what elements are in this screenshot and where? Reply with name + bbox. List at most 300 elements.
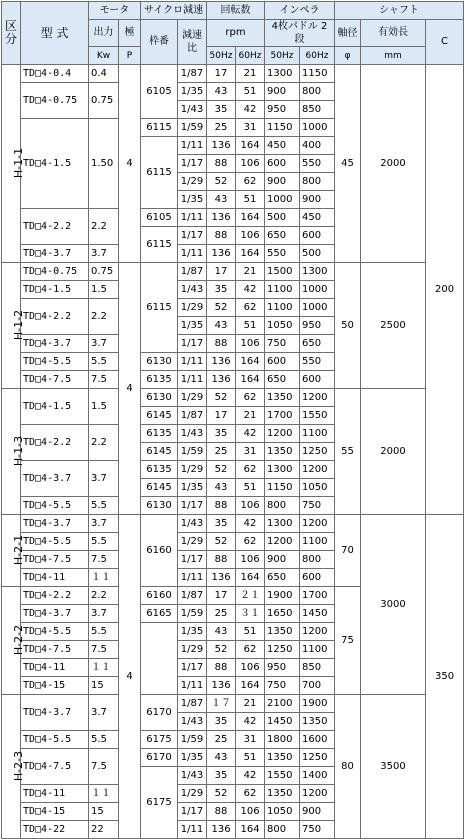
header-hz60-rpm: 60Hz — [236, 47, 265, 65]
cell-rpm-50hz: 52 — [207, 389, 236, 407]
cell-shaft-diameter: 55 — [335, 389, 361, 515]
cell-shaft-diameter: 75 — [335, 587, 361, 695]
cell-output-kw: 15 — [89, 677, 119, 695]
cell-output-kw: 3.7 — [89, 245, 119, 263]
cell-rpm-60hz: 51 — [236, 623, 265, 641]
cell-rpm-50hz: 25 — [207, 443, 236, 461]
cell-rpm-50hz: 136 — [207, 677, 236, 695]
cell-ratio: 1/29 — [178, 533, 207, 551]
cell-rpm-50hz: 43 — [207, 749, 236, 767]
cell-ratio: 1/35 — [178, 623, 207, 641]
cell-shaft-diameter: 50 — [335, 263, 361, 389]
cell-frame: 6135 — [141, 371, 178, 389]
cell-rpm-50hz: 35 — [207, 767, 236, 785]
cell-output-kw: 2.2 — [89, 209, 119, 245]
cell-impeller-60hz: 1000 — [300, 119, 335, 137]
cell-rpm-60hz: 31 — [236, 443, 265, 461]
cell-c-value: 200 — [426, 65, 464, 515]
cell-output-kw: 5.5 — [89, 731, 119, 749]
cell-rpm-50hz: 88 — [207, 497, 236, 515]
header-output: 出力 — [89, 20, 119, 47]
cell-impeller-60hz: 1200 — [300, 785, 335, 803]
cell-ratio: 1/59 — [178, 119, 207, 137]
cell-frame: 6130 — [141, 389, 178, 407]
header-hz60-imp: 60Hz — [300, 47, 335, 65]
cell-effective-length: 2000 — [361, 65, 426, 263]
cell-frame — [141, 623, 178, 695]
cell-shaft-diameter: 80 — [335, 695, 361, 839]
cell-rpm-50hz: 43 — [207, 83, 236, 101]
cell-impeller-50hz: 1300 — [265, 515, 300, 533]
table-row — [2, 515, 464, 533]
table-row — [2, 389, 464, 407]
cell-frame: 6170 — [141, 695, 178, 731]
cell-model: TD□4-3.7 — [21, 515, 89, 533]
header-effective-length: 有効長 — [361, 20, 426, 47]
cell-rpm-60hz: 42 — [236, 767, 265, 785]
cell-ratio: 1/87 — [178, 695, 207, 713]
cell-ratio: 1/29 — [178, 785, 207, 803]
cell-output-kw: 5.5 — [89, 497, 119, 515]
table-row — [2, 695, 464, 713]
cell-ratio: 1/35 — [178, 479, 207, 497]
cell-impeller-50hz: 600 — [265, 155, 300, 173]
cell-c-value: 350 — [426, 515, 464, 839]
cell-model: TD□4-5.5 — [21, 731, 89, 749]
cell-impeller-50hz: 1000 — [265, 191, 300, 209]
cell-output-kw: 3.7 — [89, 461, 119, 497]
cell-model: TD□4-15 — [21, 677, 89, 695]
group-label-text: H-2-3 — [12, 750, 26, 782]
cell-model: TD□4-1.5 — [21, 281, 89, 299]
cell-rpm-60hz: 62 — [236, 389, 265, 407]
cell-ratio: 1/43 — [178, 515, 207, 533]
cell-rpm-50hz: １７ — [207, 695, 236, 713]
cell-pole: 4 — [119, 515, 141, 839]
cell-output-kw: 5.5 — [89, 533, 119, 551]
cell-impeller-50hz: 1100 — [265, 299, 300, 317]
group-label — [2, 515, 26, 587]
cell-rpm-60hz: 62 — [236, 299, 265, 317]
cell-rpm-60hz: 42 — [236, 281, 265, 299]
cell-impeller-60hz: 1300 — [300, 263, 335, 281]
cell-frame: 6170 — [141, 749, 178, 767]
cell-rpm-50hz: 88 — [207, 659, 236, 677]
cell-rpm-60hz: 106 — [236, 551, 265, 569]
cell-impeller-50hz: 550 — [265, 245, 300, 263]
cell-impeller-50hz: 800 — [265, 497, 300, 515]
cell-frame: 6145 — [141, 443, 178, 461]
cell-rpm-60hz: 21 — [236, 407, 265, 425]
cell-model: TD□4-2.2 — [21, 209, 89, 245]
header-kubun: 区分 — [2, 2, 21, 65]
cell-impeller-50hz: 2100 — [265, 695, 300, 713]
cell-ratio: 1/11 — [178, 245, 207, 263]
cell-impeller-60hz: 1900 — [300, 695, 335, 713]
cell-impeller-50hz: 750 — [265, 335, 300, 353]
cell-output-kw: 0.75 — [89, 263, 119, 281]
cell-rpm-50hz: 88 — [207, 551, 236, 569]
cell-rpm-60hz: 21 — [236, 263, 265, 281]
cell-ratio: 1/29 — [178, 641, 207, 659]
cell-model: TD□4-7.5 — [21, 551, 89, 569]
cell-ratio: 1/43 — [178, 281, 207, 299]
cell-impeller-50hz: 650 — [265, 569, 300, 587]
cell-impeller-60hz: 1200 — [300, 623, 335, 641]
cell-ratio: 1/87 — [178, 407, 207, 425]
spec-table — [1, 1, 464, 839]
cell-frame: 6115 — [141, 119, 178, 137]
cell-ratio: 1/35 — [178, 191, 207, 209]
cell-impeller-50hz: 1350 — [265, 443, 300, 461]
cell-rpm-50hz: 52 — [207, 299, 236, 317]
cell-rpm-50hz: 43 — [207, 479, 236, 497]
cell-rpm-50hz: 17 — [207, 263, 236, 281]
header-impeller: インペラ — [265, 2, 335, 20]
header-hz50-imp: 50Hz — [265, 47, 300, 65]
cell-ratio: 1/35 — [178, 749, 207, 767]
cell-impeller-50hz: 1050 — [265, 317, 300, 335]
cell-output-kw: 7.5 — [89, 551, 119, 569]
cell-impeller-60hz: 1000 — [300, 299, 335, 317]
cell-ratio: 1/17 — [178, 497, 207, 515]
cell-output-kw: １１ — [89, 569, 119, 587]
group-label — [2, 587, 26, 695]
cell-model: TD□4-22 — [21, 821, 89, 839]
cell-rpm-50hz: 52 — [207, 785, 236, 803]
cell-impeller-60hz: 400 — [300, 137, 335, 155]
cell-model: TD□4-0.75 — [21, 263, 89, 281]
cell-ratio: 1/43 — [178, 713, 207, 731]
cell-frame: 6105 — [141, 65, 178, 119]
cell-model: TD□4-15 — [21, 803, 89, 821]
cell-frame: 6115 — [141, 263, 178, 353]
cell-impeller-50hz: 1900 — [265, 587, 300, 605]
cell-rpm-60hz: 106 — [236, 659, 265, 677]
cell-ratio: 1/29 — [178, 299, 207, 317]
cell-rpm-50hz: 136 — [207, 569, 236, 587]
cell-impeller-60hz: 800 — [300, 83, 335, 101]
cell-impeller-60hz: 1100 — [300, 425, 335, 443]
cell-impeller-60hz: 1050 — [300, 479, 335, 497]
cell-ratio: 1/17 — [178, 227, 207, 245]
cell-impeller-50hz: 750 — [265, 677, 300, 695]
cell-output-kw: 22 — [89, 821, 119, 839]
cell-ratio: 1/59 — [178, 731, 207, 749]
header-cyclo: サイクロ減速 — [141, 2, 207, 20]
cell-impeller-60hz: 500 — [300, 245, 335, 263]
cell-impeller-60hz: 550 — [300, 353, 335, 371]
cell-model: TD□4-7.5 — [21, 641, 89, 659]
cell-impeller-60hz: 800 — [300, 173, 335, 191]
cell-impeller-50hz: 1250 — [265, 641, 300, 659]
cell-effective-length: 2500 — [361, 263, 426, 389]
cell-ratio: 1/17 — [178, 551, 207, 569]
header-hz50-rpm: 50Hz — [207, 47, 236, 65]
spec-table-container — [1, 1, 464, 839]
cell-rpm-50hz: 52 — [207, 461, 236, 479]
cell-frame: 6135 — [141, 425, 178, 443]
cell-rpm-60hz: 164 — [236, 209, 265, 227]
cell-rpm-60hz: 106 — [236, 335, 265, 353]
group-label-text: H-2-2 — [12, 624, 26, 656]
cell-rpm-50hz: 88 — [207, 335, 236, 353]
cell-output-kw: 3.7 — [89, 695, 119, 731]
cell-rpm-60hz: 62 — [236, 173, 265, 191]
cell-rpm-60hz: 51 — [236, 749, 265, 767]
cell-ratio: 1/11 — [178, 821, 207, 839]
cell-impeller-50hz: 1350 — [265, 623, 300, 641]
cell-impeller-60hz: 1100 — [300, 641, 335, 659]
cell-impeller-50hz: 1100 — [265, 281, 300, 299]
cell-impeller-60hz: 900 — [300, 803, 335, 821]
cell-output-kw: 7.5 — [89, 641, 119, 659]
cell-rpm-60hz: 106 — [236, 227, 265, 245]
cell-frame: 6130 — [141, 497, 178, 515]
cell-ratio: 1/11 — [178, 677, 207, 695]
cell-rpm-50hz: 88 — [207, 227, 236, 245]
cell-impeller-60hz: 850 — [300, 659, 335, 677]
cell-impeller-50hz: 450 — [265, 137, 300, 155]
header-motor: モータ — [89, 2, 141, 20]
cell-output-kw: 2.2 — [89, 299, 119, 335]
cell-rpm-50hz: 25 — [207, 605, 236, 623]
header-p: P — [119, 47, 141, 65]
cell-rpm-50hz: 136 — [207, 245, 236, 263]
cell-model: TD□4-3.7 — [21, 605, 89, 623]
cell-impeller-60hz: 950 — [300, 317, 335, 335]
cell-rpm-60hz: 164 — [236, 821, 265, 839]
cell-impeller-60hz: 850 — [300, 101, 335, 119]
cell-model: TD□4-11 — [21, 659, 89, 677]
cell-impeller-60hz: 1350 — [300, 713, 335, 731]
cell-impeller-60hz: 700 — [300, 677, 335, 695]
cell-rpm-60hz: 42 — [236, 425, 265, 443]
group-label — [2, 65, 26, 263]
cell-impeller-50hz: 1200 — [265, 533, 300, 551]
header-rpm: 回転数 — [207, 2, 265, 20]
cell-impeller-60hz: 600 — [300, 569, 335, 587]
cell-model: TD□4-3.7 — [21, 695, 89, 731]
cell-rpm-50hz: 43 — [207, 317, 236, 335]
cell-output-kw: 1.5 — [89, 389, 119, 425]
cell-impeller-50hz: 1700 — [265, 407, 300, 425]
cell-impeller-50hz: 950 — [265, 101, 300, 119]
cell-ratio: 1/17 — [178, 155, 207, 173]
cell-impeller-50hz: 600 — [265, 353, 300, 371]
cell-impeller-60hz: 1150 — [300, 65, 335, 83]
cell-ratio: 1/59 — [178, 605, 207, 623]
cell-impeller-60hz: 1000 — [300, 281, 335, 299]
cell-rpm-50hz: 17 — [207, 65, 236, 83]
cell-output-kw: 3.7 — [89, 515, 119, 533]
cell-impeller-50hz: 1150 — [265, 479, 300, 497]
cell-frame: 6145 — [141, 407, 178, 425]
cell-frame: 6145 — [141, 479, 178, 497]
cell-output-kw: 5.5 — [89, 623, 119, 641]
cell-impeller-50hz: 1350 — [265, 389, 300, 407]
cell-impeller-50hz: 1550 — [265, 767, 300, 785]
group-label — [2, 389, 26, 515]
cell-frame: 6115 — [141, 137, 178, 209]
cell-ratio: 1/11 — [178, 137, 207, 155]
cell-effective-length: 3000 — [361, 515, 426, 695]
cell-rpm-50hz: 136 — [207, 137, 236, 155]
group-label-text: H-1-2 — [12, 309, 26, 341]
cell-impeller-50hz: 1800 — [265, 731, 300, 749]
cell-impeller-60hz: 1550 — [300, 407, 335, 425]
cell-impeller-50hz: 800 — [265, 821, 300, 839]
cell-rpm-50hz: 52 — [207, 533, 236, 551]
cell-ratio: 1/35 — [178, 317, 207, 335]
cell-impeller-50hz: 650 — [265, 371, 300, 389]
cell-rpm-60hz: 51 — [236, 83, 265, 101]
cell-frame: 6175 — [141, 731, 178, 749]
header-row-1 — [2, 2, 464, 20]
cell-impeller-50hz: 900 — [265, 173, 300, 191]
cell-ratio: 1/17 — [178, 803, 207, 821]
cell-model: TD□4-5.5 — [21, 497, 89, 515]
cell-impeller-60hz: 1100 — [300, 533, 335, 551]
cell-model: TD□4-5.5 — [21, 353, 89, 371]
cell-rpm-50hz: 35 — [207, 425, 236, 443]
cell-effective-length: 3500 — [361, 695, 426, 839]
cell-rpm-50hz: 17 — [207, 587, 236, 605]
cell-frame: 6165 — [141, 605, 178, 623]
cell-impeller-50hz: 1450 — [265, 713, 300, 731]
header-mm: mm — [361, 47, 426, 65]
cell-rpm-60hz: 62 — [236, 641, 265, 659]
cell-rpm-60hz: 42 — [236, 101, 265, 119]
cell-output-kw: 3.7 — [89, 335, 119, 353]
cell-rpm-50hz: 136 — [207, 821, 236, 839]
cell-ratio: 1/11 — [178, 371, 207, 389]
header-shaft-dia: 軸径 — [335, 20, 361, 47]
cell-ratio: 1/59 — [178, 443, 207, 461]
cell-impeller-60hz: 600 — [300, 371, 335, 389]
cell-frame: 6160 — [141, 587, 178, 605]
header-shaft: シャフト — [335, 2, 464, 20]
cell-impeller-50hz: 1150 — [265, 119, 300, 137]
cell-ratio: 1/17 — [178, 335, 207, 353]
cell-output-kw: 1.50 — [89, 119, 119, 209]
cell-impeller-60hz: 1250 — [300, 749, 335, 767]
cell-rpm-50hz: 88 — [207, 803, 236, 821]
cell-pole: 4 — [119, 65, 141, 263]
cell-rpm-60hz: 21 — [236, 695, 265, 713]
cell-rpm-50hz: 17 — [207, 407, 236, 425]
cell-impeller-50hz: 650 — [265, 227, 300, 245]
cell-rpm-50hz: 52 — [207, 641, 236, 659]
cell-rpm-50hz: 43 — [207, 191, 236, 209]
header-impeller-sub: 4枚パドル 2段 — [265, 20, 335, 47]
cell-ratio: 1/29 — [178, 389, 207, 407]
cell-output-kw: 3.7 — [89, 605, 119, 623]
cell-rpm-50hz: 35 — [207, 713, 236, 731]
cell-rpm-60hz: 164 — [236, 569, 265, 587]
cell-impeller-60hz: 1250 — [300, 443, 335, 461]
cell-impeller-50hz: 950 — [265, 659, 300, 677]
header-rpm-unit: rpm — [207, 20, 265, 47]
cell-ratio: 1/87 — [178, 587, 207, 605]
cell-output-kw: １１ — [89, 785, 119, 803]
cell-impeller-60hz: 1200 — [300, 515, 335, 533]
header-c: C — [426, 20, 464, 65]
cell-model: TD□4-0.75 — [21, 83, 89, 119]
cell-impeller-60hz: 900 — [300, 191, 335, 209]
cell-rpm-50hz: 25 — [207, 731, 236, 749]
cell-rpm-60hz: 62 — [236, 461, 265, 479]
cell-rpm-50hz: 35 — [207, 281, 236, 299]
cell-ratio: 1/29 — [178, 461, 207, 479]
cell-rpm-60hz: 31 — [236, 731, 265, 749]
cell-frame: 6130 — [141, 353, 178, 371]
cell-model: TD□4-2.2 — [21, 299, 89, 335]
cell-rpm-50hz: 35 — [207, 515, 236, 533]
cell-rpm-50hz: 35 — [207, 101, 236, 119]
cell-ratio: 1/43 — [178, 101, 207, 119]
cell-impeller-60hz: 1400 — [300, 767, 335, 785]
cell-impeller-60hz: 1200 — [300, 461, 335, 479]
cell-rpm-60hz: 164 — [236, 245, 265, 263]
cell-ratio: 1/29 — [178, 173, 207, 191]
header-ratio: 減速比 — [178, 20, 207, 65]
group-label-text: H-1-1 — [12, 147, 26, 179]
table-row — [2, 65, 464, 83]
cell-rpm-60hz: 42 — [236, 713, 265, 731]
cell-impeller-50hz: 900 — [265, 551, 300, 569]
cell-model: TD□4-5.5 — [21, 533, 89, 551]
cell-model: TD□4-1.5 — [21, 119, 89, 209]
header-model: 型 式 — [21, 2, 89, 65]
cell-rpm-60hz: 164 — [236, 353, 265, 371]
cell-output-kw: 15 — [89, 803, 119, 821]
cell-rpm-60hz: 21 — [236, 65, 265, 83]
cell-impeller-50hz: 1200 — [265, 425, 300, 443]
header-kw: Kw — [89, 47, 119, 65]
header-frame: 枠番 — [141, 20, 178, 65]
cell-impeller-60hz: 1450 — [300, 605, 335, 623]
group-label — [2, 695, 26, 839]
cell-rpm-60hz: 164 — [236, 371, 265, 389]
cell-rpm-50hz: 43 — [207, 623, 236, 641]
cell-impeller-50hz: 1300 — [265, 461, 300, 479]
cell-output-kw: 5.5 — [89, 353, 119, 371]
cell-impeller-50hz: 1500 — [265, 263, 300, 281]
cell-frame: 6115 — [141, 227, 178, 263]
cell-ratio: 1/11 — [178, 569, 207, 587]
cell-rpm-60hz: 51 — [236, 317, 265, 335]
cell-ratio: 1/11 — [178, 353, 207, 371]
cell-rpm-60hz: 51 — [236, 479, 265, 497]
group-label-text: H-1-3 — [12, 435, 26, 467]
cell-output-kw: １１ — [89, 659, 119, 677]
cell-shaft-diameter: 70 — [335, 515, 361, 587]
cell-rpm-50hz: 136 — [207, 353, 236, 371]
cell-impeller-60hz: 800 — [300, 551, 335, 569]
cell-impeller-50hz: 1350 — [265, 785, 300, 803]
cell-output-kw: 7.5 — [89, 749, 119, 785]
cell-rpm-60hz: 62 — [236, 533, 265, 551]
cell-model: TD□4-7.5 — [21, 371, 89, 389]
cell-model: TD□4-3.7 — [21, 245, 89, 263]
cell-impeller-50hz: 1300 — [265, 65, 300, 83]
cell-model: TD□4-11 — [21, 785, 89, 803]
cell-impeller-60hz: 1200 — [300, 389, 335, 407]
cell-impeller-60hz: 750 — [300, 497, 335, 515]
cell-ratio: 1/35 — [178, 83, 207, 101]
cell-impeller-50hz: 1350 — [265, 749, 300, 767]
